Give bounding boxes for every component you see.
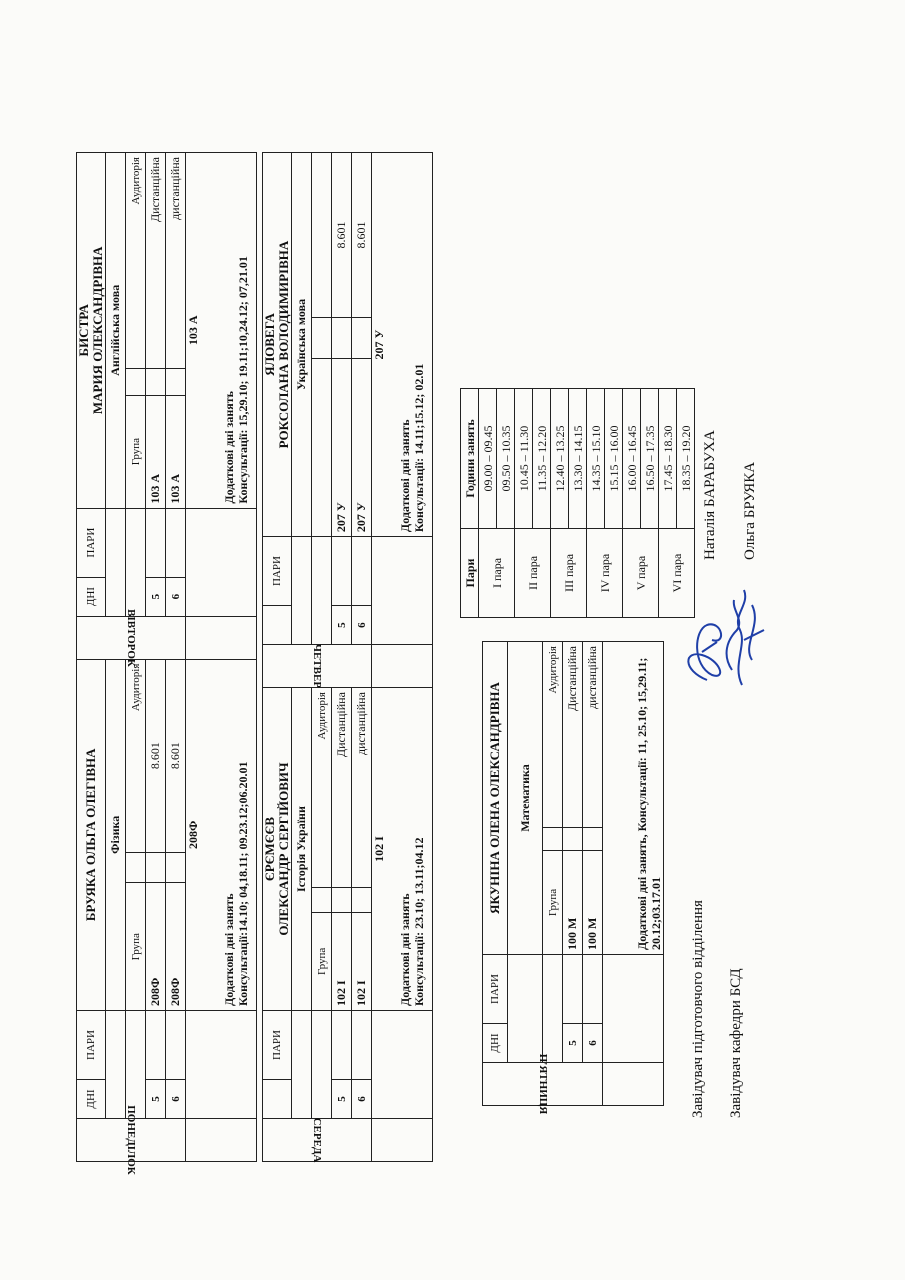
consultations-thursday: Консультації: 14.11;15.12; 02.01 [412,363,426,533]
notes-thursday [372,153,433,537]
days-header-2: ДНІ [77,577,106,616]
pair-label: II пара [515,529,551,618]
group-room-thursday: 207 У [372,329,386,360]
subject-friday: Математика [508,642,543,955]
room-header-wednesday: Аудиторія [312,688,332,888]
time-cell: 15.15 – 16.00 [605,389,623,529]
pair-number: 5 [332,606,352,645]
schedule-mon-tue [76,152,257,1175]
friday-note-line1: Додаткові дні занять, Консультації: 11, 25.10; 15,29.11; [635,657,649,950]
room-header-friday: Аудиторія [543,642,563,828]
subject-monday: Фізика [106,659,126,1010]
pair-number: 6 [583,1024,603,1063]
consultations-tuesday: Консультації: 15,29.10; 19.11;10,24.12; 07,21.01 [236,256,250,504]
group-header-friday: Група [543,850,563,954]
subject-wednesday: Історія України [292,688,312,1011]
signature-name-2: Ольга БРУЯКА [742,461,758,560]
time-cell: 09.00 – 09.45 [479,389,497,529]
teacher-wednesday-line2: ОЛЕКСАНДР СЕРГІЙОВИЧ [276,762,291,936]
day-label-wednesday: СЕРЕДА [311,1117,323,1163]
schedule-friday [482,641,664,1115]
room-cell: 8.601 [332,153,352,318]
group-header-monday: Група [126,883,146,1011]
group-cell: 103 А [166,395,186,508]
pairs-header-2: ПАРИ [77,508,106,577]
teacher-wednesday [263,688,292,1011]
room-cell: 8.601 [166,659,186,852]
times-header-pairs: Пари [461,529,479,618]
time-cell: 16.50 – 17.35 [641,389,659,529]
days-header-5: ДНІ [483,1024,508,1063]
teacher-thursday-line2: РОКСОЛАНА ВОЛОДИМИРІВНА [276,240,291,449]
group-cell: 103 А [146,395,166,508]
signature-name-1: Наталія БАРАБУХА [702,430,718,560]
teacher-tuesday-line1: БИСТРА [76,304,91,357]
pair-label: V пара [623,529,659,618]
teacher-thursday [263,153,292,537]
day-label-monday: ПОНЕДІЛОК [125,1105,137,1175]
signature-role-2: Завідувач кафедри БСД [728,968,744,1118]
handwritten-signature [672,570,772,700]
day-cell-tuesday [77,608,186,667]
day-label-friday: П'ЯТНИЦЯ [536,1053,549,1115]
time-cell: 16.00 – 16.45 [623,389,641,529]
time-cell: 09.50 – 10.35 [497,389,515,529]
room-cell: дистанційна [583,642,603,828]
room-header-monday: Аудиторія [126,659,146,852]
group-room-monday: 208Ф [186,820,200,849]
pair-number: 5 [563,1024,583,1063]
room-cell: Дистанційна [563,642,583,828]
pair-number: 6 [352,1080,372,1119]
time-cell: 14.35 – 15.10 [587,389,605,529]
schedule-wed-thu [262,152,433,1162]
teacher-wednesday-line1: ЄРЄМЄЄВ [262,816,277,882]
pair-number: 5 [146,1080,166,1119]
time-cell: 10.45 – 11.30 [515,389,533,529]
friday-note-line2: 20.12;03.17.01 [649,877,663,950]
days-header: ДНІ [77,1080,106,1119]
table-row [551,389,569,618]
table-row [587,389,605,618]
group-room-tuesday: 103 А [186,315,200,346]
group-cell: 100 М [583,850,603,954]
pair-number: 6 [166,577,186,616]
group-cell: 207 У [352,359,372,537]
pair-number: 5 [332,1080,352,1119]
pair-number: 6 [166,1080,186,1119]
pairs-header-5: ПАРИ [483,955,508,1024]
day-cell-thursday [263,645,372,688]
pair-label: III пара [551,529,587,618]
times-header-hours: Години занять [461,389,479,529]
teacher-friday: ЯКУНІНА ОЛЕНА ОЛЕКСАНДРІВНА [483,642,508,955]
room-cell: дистанційна [166,153,186,369]
time-cell: 12.40 – 13.25 [551,389,569,529]
teacher-tuesday-line2: МАРИЯ ОЛЕКСАНДРІВНА [90,246,105,415]
table-row [479,389,497,618]
group-header-tuesday: Група [126,395,146,508]
pair-label: VI пара [659,529,695,618]
day-label-thursday: ЧЕТВЕР [311,643,323,689]
group-cell: 208Ф [166,883,186,1011]
pairs-header: ПАРИ [77,1011,106,1080]
subject-thursday: Українська мова [292,153,312,537]
room-cell: 8.601 [146,659,166,852]
subject-tuesday: Англійська мова [106,153,126,509]
pair-label: IV пара [587,529,623,618]
pairs-header-3: ПАРИ [263,1011,292,1080]
day-label-tuesday: ВІВТОРОК [125,608,137,667]
extra-days-tuesday: Додаткові дні занять [222,390,236,504]
notes-tuesday [186,153,257,509]
class-times-table [460,388,695,618]
notes-monday [186,659,257,1010]
group-cell: 207 У [332,359,352,537]
signature-role-1: Завідувач підготовчого відділення [690,900,706,1118]
pair-label: I пара [479,529,515,618]
day-cell-monday [77,1105,186,1175]
consultations-monday: Консультації:14.10; 04,18.11; 09.23.12;06.20.01 [236,761,250,1006]
time-cell: 17.45 – 18.30 [659,389,677,529]
group-cell: 208Ф [146,883,166,1011]
pair-number: 5 [146,577,166,616]
notes-friday [603,642,664,955]
group-cell: 102 І [352,912,372,1010]
consultations-wednesday: Консультації: 23.10; 13.11;04.12 [412,837,426,1006]
teacher-thursday-line1: ЯЛОВЕГА [262,313,277,376]
pair-number: 6 [352,606,372,645]
extra-days-thursday: Додаткові дні занять [398,419,412,533]
teacher-monday: БРУЯКА ОЛЬГА ОЛЕГІВНА [77,659,106,1010]
pairs-header-4: ПАРИ [263,537,292,606]
teacher-tuesday [77,153,106,509]
table-row [515,389,533,618]
room-cell: Дистанційна [332,688,352,888]
group-header-wednesday: Група [312,912,332,1010]
group-cell: 100 М [563,850,583,954]
extra-days-monday: Додаткові дні занять [222,893,236,1006]
group-cell: 102 І [332,912,352,1010]
extra-days-wednesday: Додаткові дні занять [398,893,412,1006]
day-cell-friday [483,1053,603,1115]
time-cell: 18.35 – 19.20 [677,389,695,529]
notes-wednesday [372,688,433,1011]
room-header-tuesday: Аудиторія [126,153,146,369]
day-cell-wednesday [263,1119,372,1162]
group-room-wednesday: 102 І [372,836,386,862]
room-cell: дистанційна [352,688,372,888]
room-cell: Дистанційна [146,153,166,369]
time-cell: 13.30 – 14.15 [569,389,587,529]
table-row [623,389,641,618]
room-cell: 8.601 [352,153,372,318]
time-cell: 11.35 – 12.20 [533,389,551,529]
